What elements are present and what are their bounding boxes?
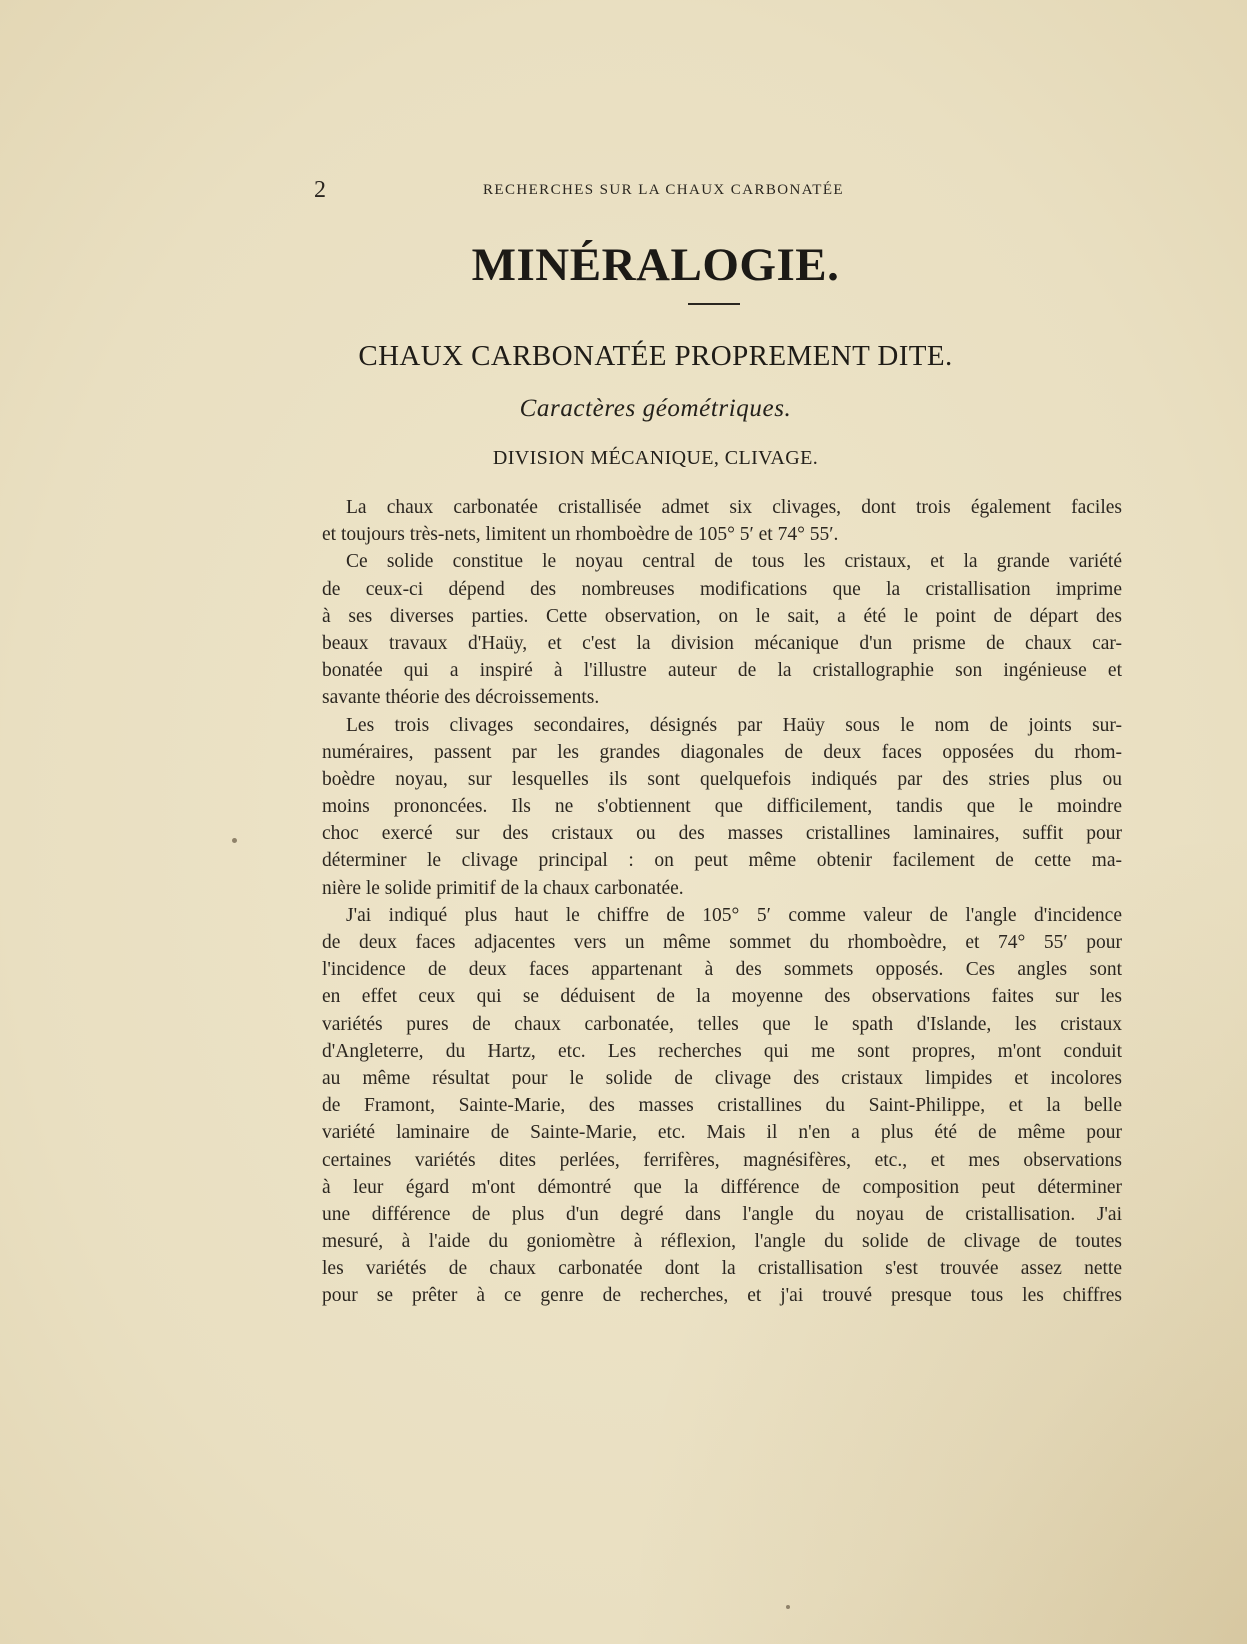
text-line: boèdre noyau, sur lesquelles ils sont quelquefois indiqués par des stries plus ou: [322, 768, 1122, 790]
text-line: certaines variétés dites perlées, ferrifères, magnésifères, etc., et mes observations: [322, 1149, 1122, 1171]
text-line: Ce solide constitue le noyau central de tous les cristaux, et la grande variété: [346, 551, 1122, 573]
text-line: une différence de plus d'un degré dans l'angle du noyau de cristallisation. J'ai: [322, 1203, 1122, 1225]
text-line: moins prononcées. Ils ne s'obtiennent que difficilement, tandis que le moindre: [322, 796, 1122, 818]
text-line: en effet ceux qui se déduisent de la moyenne des observations faites sur les: [322, 986, 1122, 1008]
page-number: 2: [314, 177, 326, 203]
text-line: à ses diverses parties. Cette observation, on le sait, a été le point de départ des: [322, 605, 1122, 627]
section-title: CHAUX CARBONATÉE PROPREMENT DITE.: [358, 340, 953, 372]
text-line: variétés pures de chaux carbonatée, telles que le spath d'Islande, les cristaux: [322, 1013, 1122, 1035]
paper-speck: [786, 1605, 790, 1609]
text-line: de Framont, Sainte-Marie, des masses cristallines du Saint-Philippe, et la belle: [322, 1095, 1122, 1117]
text-line: Les trois clivages secondaires, désignés par Haüy sous le nom de joints sur-: [346, 714, 1122, 736]
text-line: variété laminaire de Sainte-Marie, etc. Mais il n'en a plus été de même pour: [322, 1122, 1122, 1144]
text-line: La chaux carbonatée cristallisée admet six clivages, dont trois également faciles: [346, 497, 1122, 518]
text-line: savante théorie des décroissements.: [322, 687, 600, 709]
text-line: de deux faces adjacentes vers un même sommet du rhomboèdre, et 74° 55′ pour: [322, 932, 1122, 953]
text-line: d'Angleterre, du Hartz, etc. Les recherches qui me sont propres, m'ont conduit: [322, 1040, 1122, 1062]
text-line: pour se prêter à ce genre de recherches, et j'ai trouvé presque tous les chiffres: [322, 1285, 1122, 1307]
text-line: numéraires, passent par les grandes diagonales de deux faces opposées du rhom-: [322, 741, 1122, 763]
text-line: les variétés de chaux carbonatée dont la cristallisation s'est trouvée assez nette: [322, 1258, 1122, 1280]
text-line: de ceux-ci dépend des nombreuses modifications que la cristallisation imprime: [322, 578, 1122, 600]
text-line: déterminer le clivage principal : on peut même obtenir facilement de cette ma-: [322, 850, 1122, 872]
main-title: MINÉRALOGIE.: [471, 239, 840, 291]
running-title: RECHERCHES SUR LA CHAUX CARBONATÉE: [483, 182, 844, 198]
text-line: à leur égard m'ont démontré que la différence de composition peut déterminer: [322, 1176, 1122, 1198]
text-line: l'incidence de deux faces appartenant à des sommets opposés. Ces angles sont: [322, 959, 1122, 981]
text-line: bonatée qui a inspiré à l'illustre auteur de la cristallographie son ingénieuse et: [322, 660, 1122, 682]
title-rule: [688, 303, 740, 305]
text-line: au même résultat pour le solide de clivage des cristaux limpides et incolores: [322, 1067, 1122, 1089]
text-line: mesuré, à l'aide du goniomètre à réflexion, l'angle du solide de clivage de toutes: [322, 1231, 1122, 1253]
text-line: choc exercé sur des cristaux ou des masses cristallines laminaires, suffit pour: [322, 823, 1122, 845]
division-title: DIVISION MÉCANIQUE, CLIVAGE.: [492, 447, 819, 469]
text-line: nière le solide primitif de la chaux carbonatée.: [322, 877, 684, 899]
text-line: J'ai indiqué plus haut le chiffre de 105° 5′ comme valeur de l'angle d'incidence: [346, 904, 1122, 926]
subsection-title: Caractères géométriques.: [519, 395, 792, 422]
text-line: beaux travaux d'Haüy, et c'est la division mécanique d'un prisme de chaux car-: [322, 632, 1122, 654]
body-text: [322, 494, 1122, 1310]
running-head: [0, 177, 1247, 204]
text-line: et toujours très-nets, limitent un rhomboèdre de 105° 5′ et 74° 55′.: [322, 524, 839, 546]
paper-speck: [232, 838, 237, 843]
